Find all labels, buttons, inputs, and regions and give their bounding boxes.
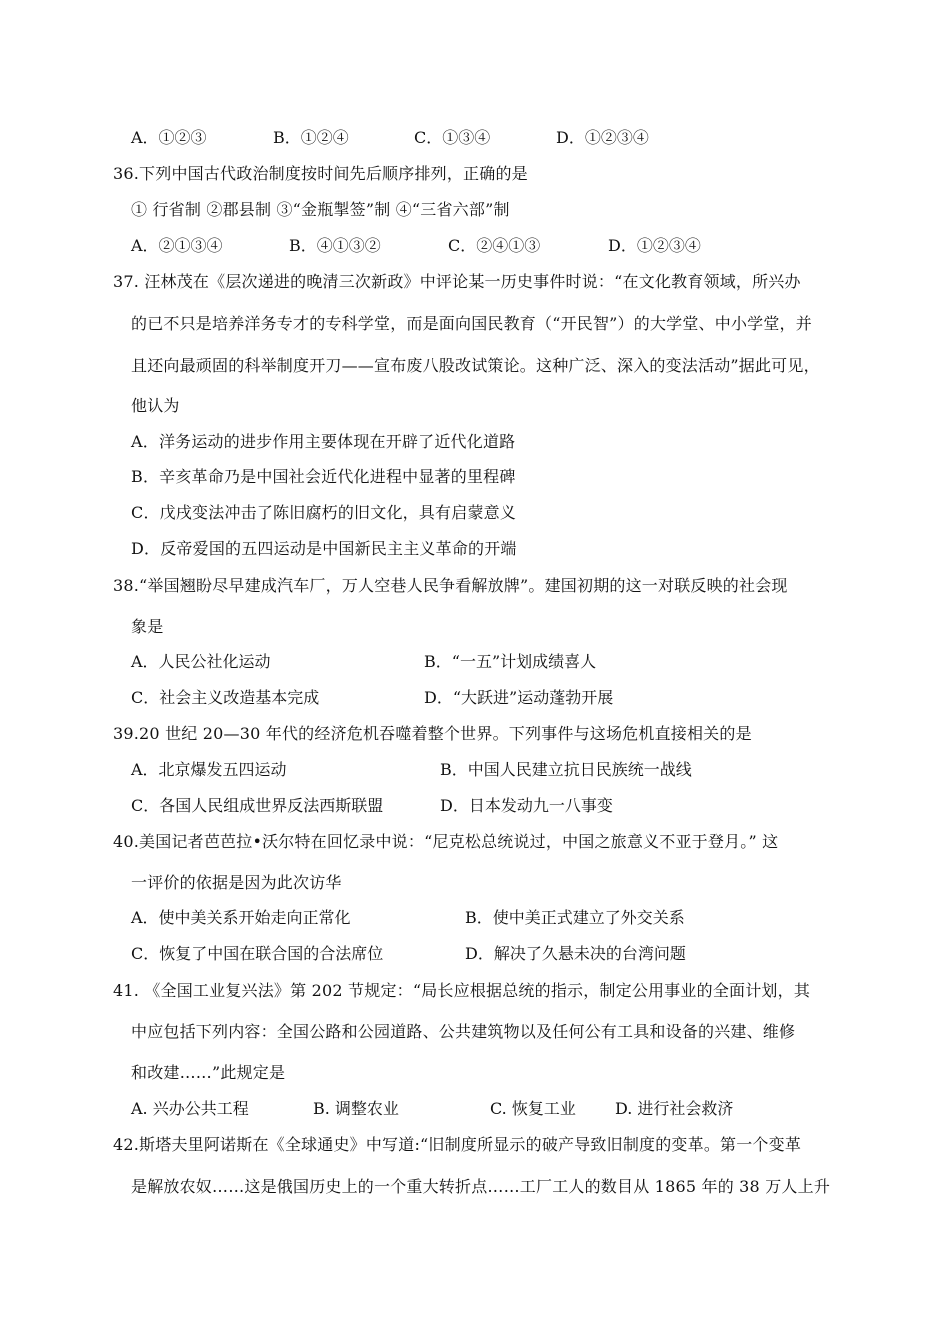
option-b: B．④①③②: [289, 236, 381, 255]
option-a: A．①②③: [131, 128, 207, 147]
question-stem-line: 的已不只是培养洋务专才的专科学堂，而是面向国民教育（“开民智”）的大学堂、中小学堂，并: [131, 314, 812, 333]
question-stem-line: 37. 汪林茂在《层次递进的晚清三次新政》中评论某一历史事件时说：“在文化教育领域，所兴办: [113, 272, 801, 291]
option-b: B．①②④: [273, 128, 349, 147]
option-b: B．中国人民建立抗日民族统一战线: [440, 760, 692, 779]
option-a: A．北京爆发五四运动: [131, 760, 287, 779]
question-stem-line: 40.美国记者芭芭拉•沃尔特在回忆录中说：“尼克松总统说过，中国之旅意义不亚于登月。” 这: [113, 832, 779, 851]
option-c: C．恢复了中国在联合国的合法席位: [131, 944, 384, 963]
question-stem-line: 42.斯塔夫里阿诺斯在《全球通史》中写道:“旧制度所显示的破产导致旧制度的变革。第一个变革: [113, 1135, 802, 1154]
option-d: D．解决了久悬未决的台湾问题: [465, 944, 686, 963]
option-c: C．②④①③: [448, 236, 541, 255]
option-a: A．使中美关系开始走向正常化: [131, 908, 351, 927]
option-c: C．①③④: [414, 128, 491, 147]
option-b: B．辛亥革命乃是中国社会近代化进程中显著的里程碑: [131, 467, 516, 486]
question-stem: 36.下列中国古代政治制度按时间先后顺序排列，正确的是: [113, 164, 528, 183]
option-a: A. 兴办公共工程: [131, 1099, 249, 1118]
option-a: A．人民公社化运动: [131, 652, 271, 671]
question-stem-line: 41. 《全国工业复兴法》第 202 节规定：“局长应根据总统的指示，制定公用事业的全面计划，其: [113, 981, 811, 1000]
question-stem-line: 他认为: [131, 396, 180, 415]
question-stem-line: 象是: [131, 617, 164, 636]
option-b: B．使中美正式建立了外交关系: [465, 908, 685, 927]
option-b: B．“一五”计划成绩喜人: [424, 652, 597, 671]
option-c: C．社会主义改造基本完成: [131, 688, 320, 707]
option-d: D．①②③④: [556, 128, 649, 147]
option-a: A．洋务运动的进步作用主要体现在开辟了近代化道路: [131, 432, 516, 451]
option-d: D．反帝爱国的五四运动是中国新民主主义革命的开端: [131, 539, 517, 558]
option-c: C．各国人民组成世界反法西斯联盟: [131, 796, 384, 815]
option-d: D．“大跃进”运动蓬勃开展: [424, 688, 614, 707]
question-stem-line: 一评价的依据是因为此次访华: [131, 873, 342, 892]
question-stem-line: 是解放农奴……这是俄国历史上的一个重大转折点……工厂工人的数目从 1865 年的 38 万人上升: [131, 1177, 831, 1196]
option-d: D．①②③④: [608, 236, 701, 255]
question-items: ① 行省制 ②郡县制 ③“金瓶掣签”制 ④“三省六部”制: [131, 200, 510, 219]
question-stem-line: 和改建……”此规定是: [131, 1063, 286, 1082]
question-stem-line: 38.“举国翘盼尽早建成汽车厂，万人空巷人民争看解放牌”。建国初期的这一对联反映的社会现: [113, 576, 788, 595]
option-d: D．日本发动九一八事变: [440, 796, 613, 815]
option-d: D. 进行社会救济: [615, 1099, 734, 1118]
question-stem-line: 中应包括下列内容：全国公路和公园道路、公共建筑物以及任何公有工具和设备的兴建、维修: [131, 1022, 796, 1041]
option-b: B. 调整农业: [313, 1099, 399, 1118]
option-c: C. 恢复工业: [490, 1099, 576, 1118]
question-stem-line: 且还向最顽固的科举制度开刀——宣布废八股改试策论。这种广泛、深入的变法活动”据此可见，: [131, 356, 820, 375]
question-stem: 39.20 世纪 20—30 年代的经济危机吞噬着整个世界。下列事件与这场危机直接相关的是: [113, 724, 752, 743]
option-a: A．②①③④: [131, 236, 223, 255]
option-c: C．戊戌变法冲击了陈旧腐朽的旧文化，具有启蒙意义: [131, 503, 517, 522]
